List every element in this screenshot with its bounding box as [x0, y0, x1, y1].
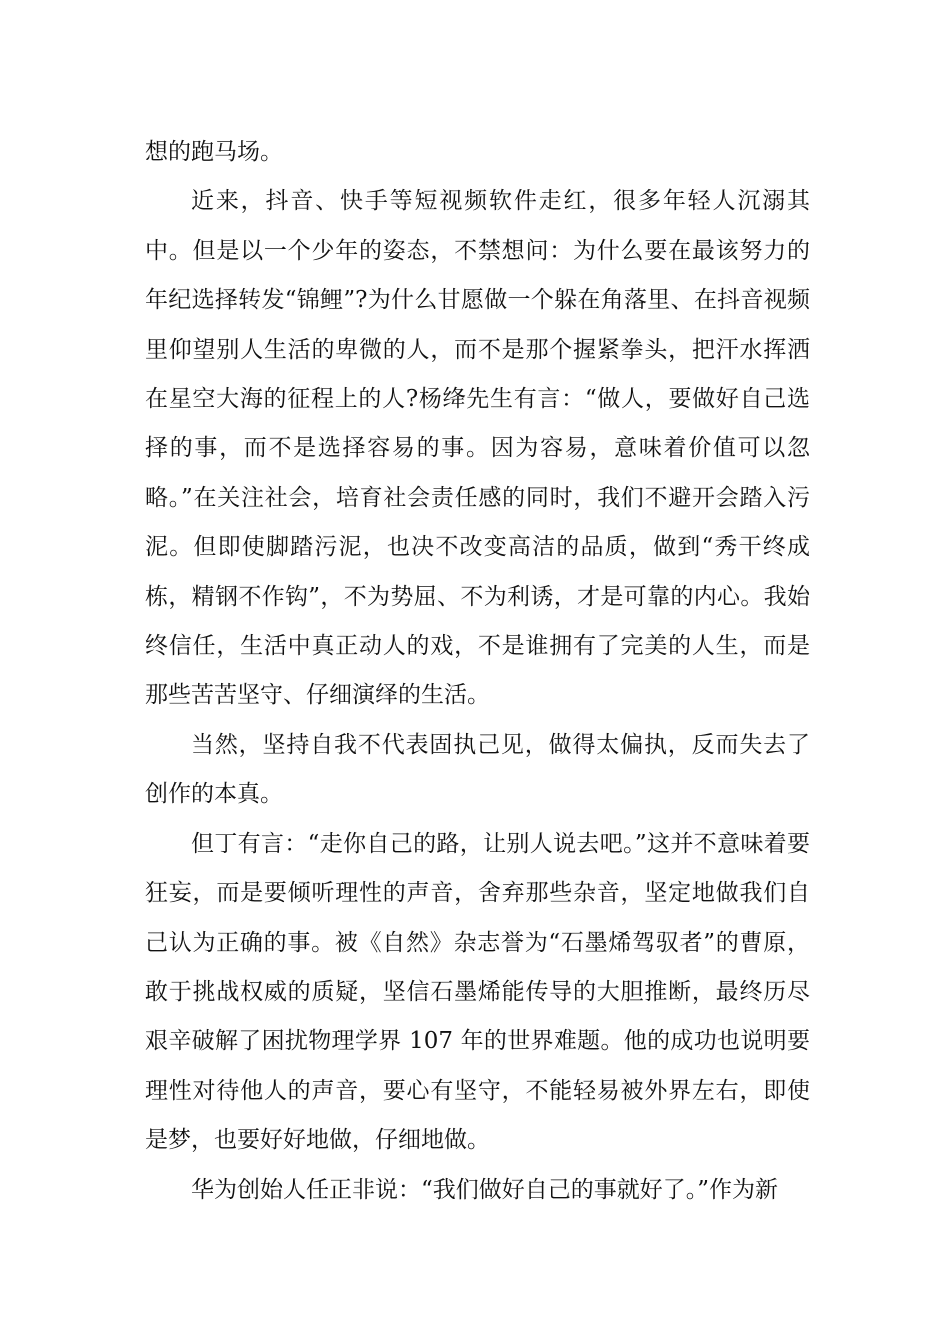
paragraph-5: 华为创始人任正非说：“我们做好自己的事就好了。”作为新: [191, 1176, 779, 1203]
paragraph-2: 近来，抖音、快手等短视频软件走红，很多年轻人沉溺其中。但是以一个少年的姿态，不禁想问：为什么要在最该努力的年纪选择转发“锦鲤”?为什么甘愿做一个躲在角落里、在抖音视频里仰望别人生活的卑微的人，而不是那个握紧拳头，把汗水挥洒在星空大海的征程上的人?杨绛先生有言：“做人，要做好自己选择的事，而不是选择容易的事。因为容易，意味着价值可以忽略。”在关注社会，培育社会责任感的同时，我们不避开会踏入污泥。但即使脚踏污泥，也决不改变高洁的品质，做到“秀干终成栋，精钢不作钩”，不为势屈、不为利诱，才是可靠的内心。我始终信任，生活中真正动人的戏，不是谁拥有了完美的人生，而是那些苦苦坚守、仔细演绎的生活。: [145, 188, 810, 709]
paragraph-3: 当然，坚持自我不代表固执己见，做得太偏执，反而失去了创作的本真。: [145, 731, 810, 808]
essay-body: [145, 128, 810, 1215]
paragraph-4: 但丁有言：“走你自己的路，让别人说去吧。”这并不意味着要狂妄，而是要倾听理性的声音，舍弃那些杂音，坚定地做我们自己认为正确的事。被《自然》杂志誉为“石墨烯驾驭者”的曹原，敢于挑战权威的质疑，坚信石墨烯能传导的大胆推断，最终历尽艰辛破解了困扰物理学界 107 年的世界难题。他的成功也说明要理性对待他人的声音，要心有坚守，不能轻易被外界左右，即使是梦，也要好好地做，仔细地做。: [145, 830, 810, 1154]
paragraph-1: 想的跑马场。: [145, 139, 283, 165]
